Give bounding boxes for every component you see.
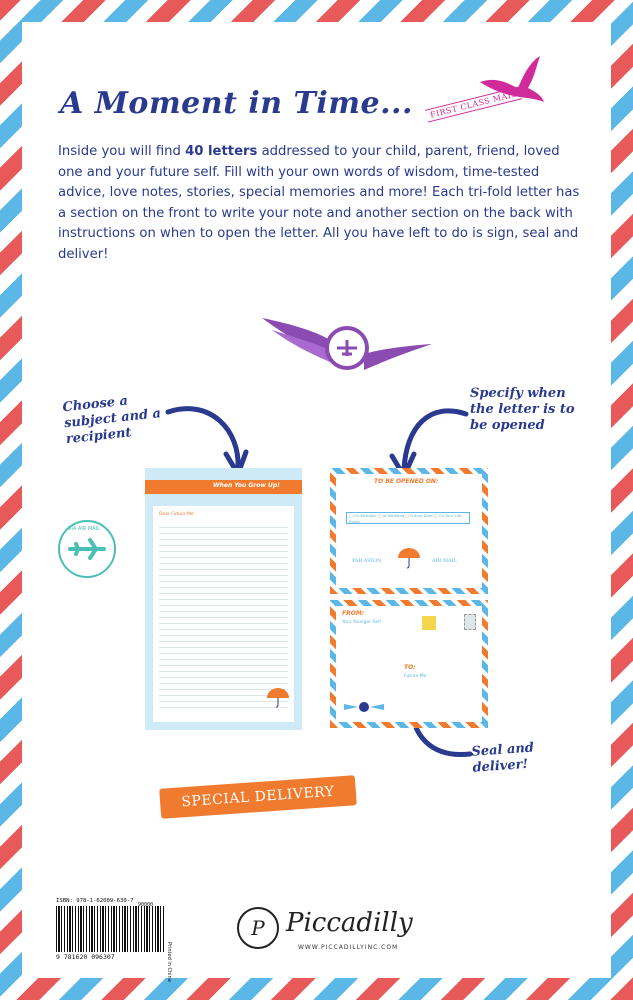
umbrella-icon — [265, 686, 291, 708]
annotation-choose-subject: Choose a subject and a recipient — [61, 393, 162, 448]
piccadilly-logo-icon — [234, 904, 282, 952]
barcode-supplement: 90000 — [138, 902, 154, 908]
letter-sheet — [153, 506, 294, 722]
page-title: A Moment in Time... — [60, 86, 413, 121]
svg-text:P: P — [251, 916, 265, 940]
open-options: □ On Birthday □ At Wedding □ Future Date □ On Your Life Event — [346, 512, 470, 524]
to-value: Future Me — [404, 674, 427, 679]
small-wings-icon — [344, 700, 384, 714]
barcode — [56, 906, 166, 952]
to-label: TO: — [404, 664, 416, 671]
air-mail-label: AIR MAIL — [432, 558, 457, 564]
printed-in-china: Printed in China — [166, 942, 172, 982]
winged-plane-emblem-icon — [262, 310, 432, 388]
to-be-opened-heading: TO BE OPENED ON: — [374, 478, 439, 485]
umbrella-icon — [396, 546, 422, 570]
letter-header-text: When You Grow Up! — [213, 482, 280, 489]
special-delivery-text: SPECIAL DELIVERY — [180, 783, 336, 811]
letter-salutation: Dear Future Me — [159, 512, 194, 517]
isbn-text: ISBN: 978-1-62009-630-7 — [56, 898, 134, 904]
first-class-mail-stamp: FIRST CLASS MAIL — [425, 86, 522, 122]
brand-name: Piccadilly — [286, 908, 413, 938]
barcode-number: 9 781620 096307 — [56, 953, 115, 961]
intro-bold: 40 letters — [185, 144, 258, 159]
postage-stamp — [422, 616, 436, 630]
annotation-seal-deliver: Seal and deliver! — [470, 740, 535, 776]
letter-preview — [145, 468, 302, 730]
envelope-front-preview — [330, 468, 488, 594]
from-value: Your Younger Self — [342, 620, 382, 625]
boot-stamp — [464, 614, 476, 630]
envelope-back-preview — [330, 600, 488, 728]
par-avion-label: PAR AVION — [352, 558, 382, 564]
annotation-specify-when: Specify when the letter is to be opened — [470, 386, 575, 433]
intro-paragraph: Inside you will find 40 letters addressed to your child, parent, friend, loved one and your future self. Fill with your own words of wisdom, time-tested advice, love notes, stories, special memories and more! Each tri-fold letter has a section on the front to write your note and another section on the back with instructions on when to open the letter. All you have left to do is sign, seal and deliver! — [58, 144, 580, 262]
from-label: FROM: — [342, 610, 365, 617]
arrow-left-icon — [150, 390, 250, 480]
air-mail-badge-text: VIA AIR MAIL — [68, 526, 100, 532]
brand-url: WWW.PICCADILLYINC.COM — [298, 944, 399, 951]
letter-lines — [159, 522, 288, 712]
via-air-mail-badge — [58, 520, 116, 578]
